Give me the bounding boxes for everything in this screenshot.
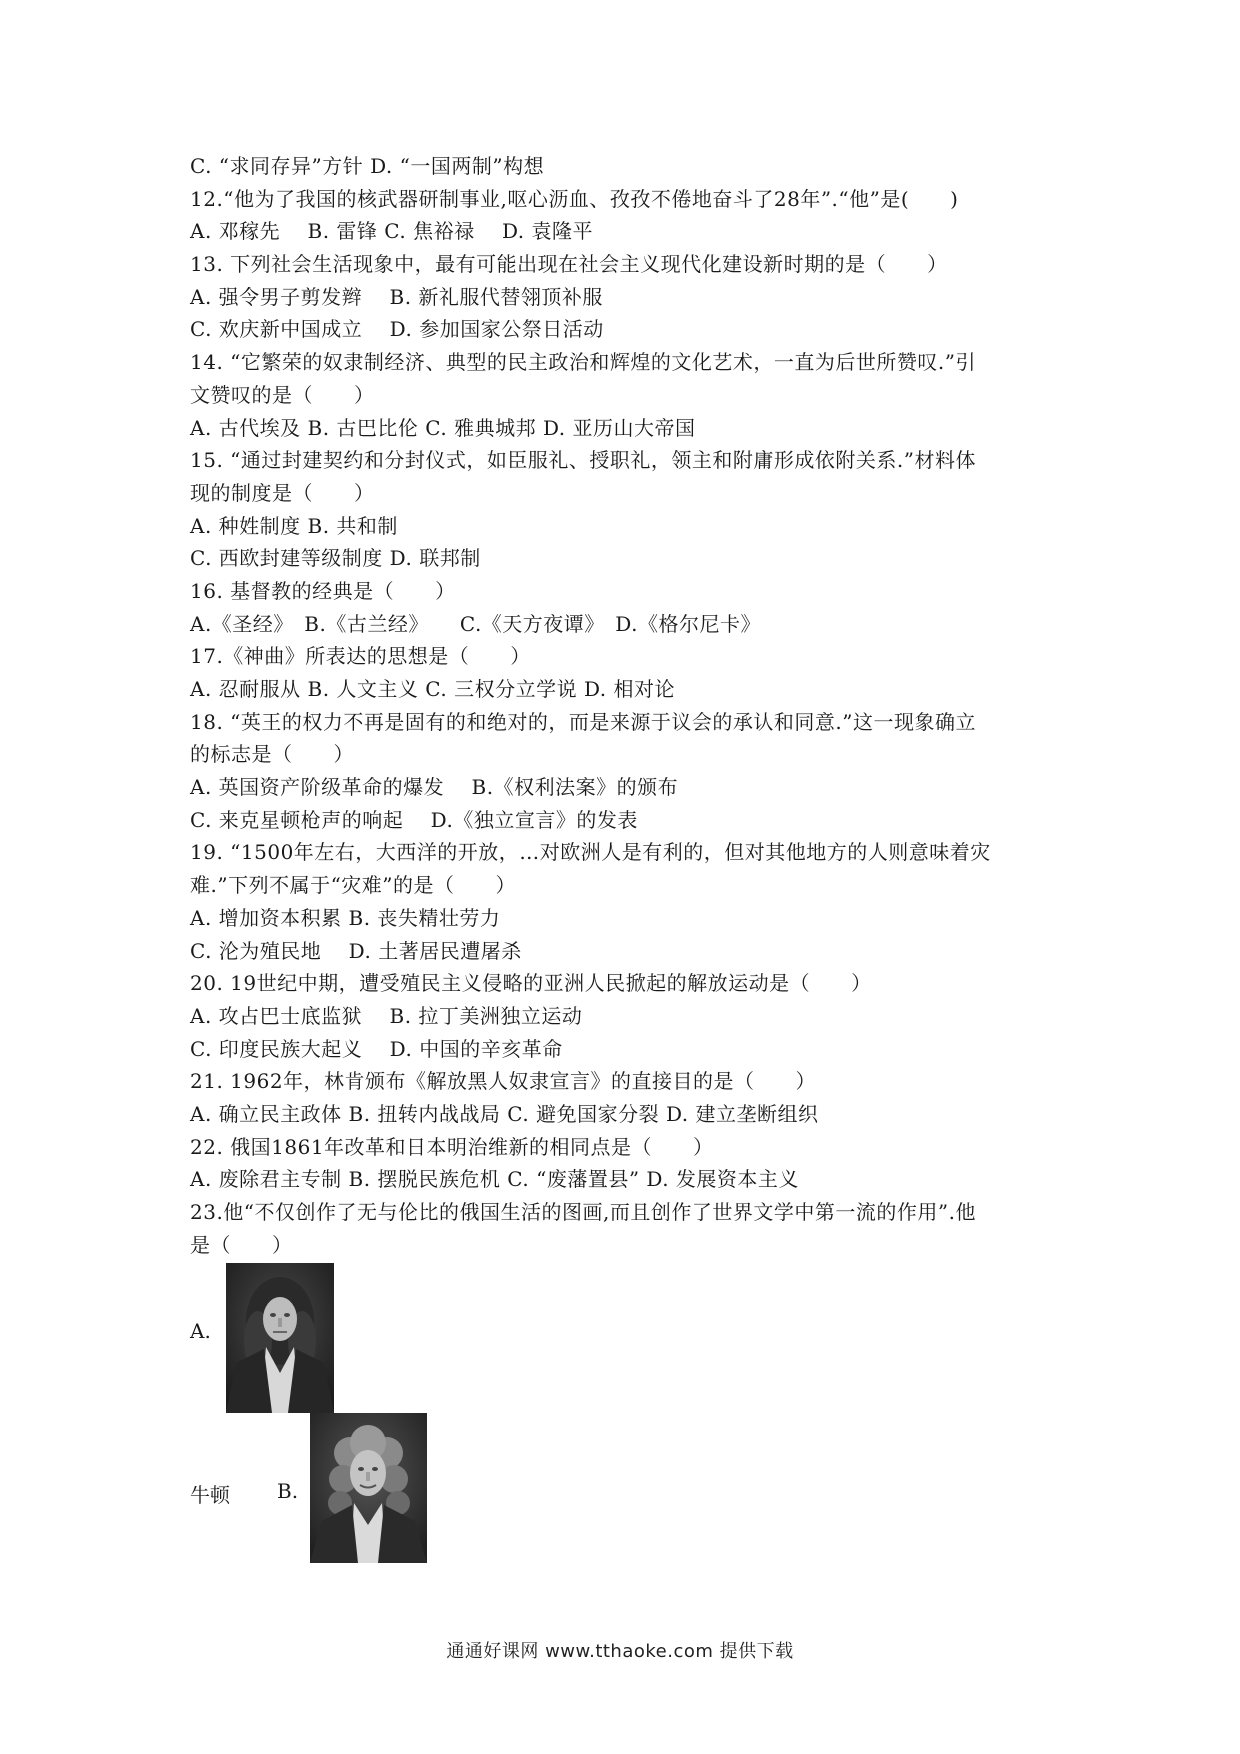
text-line: A. 增加资本积累 B. 丧失精壮劳力 (190, 905, 501, 930)
text-line: 23.他“不仅创作了无与伦比的俄国生活的图画,而且创作了世界文学中第一流的作用”.他 (190, 1200, 976, 1224)
text-line: 难.”下列不属于“灾难”的是（ ） (190, 873, 517, 898)
text-line: 18. “英王的权力不再是固有的和绝对的，而是来源于议会的承认和同意.”这一现象确立 (190, 709, 976, 734)
text-line: 17.《神曲》所表达的思想是（ ） (190, 644, 531, 669)
text-line: 15. “通过封建契约和分封仪式，如臣服礼、授职礼，领主和附庸形成依附关系.”材料体 (190, 448, 976, 473)
text-line: A. 废除君主专制 B. 摆脱民族危机 C. “废藩置县” D. 发展资本主义 (190, 1167, 799, 1192)
question-page (190, 150, 1070, 1563)
text-line: 22. 俄国1861年改革和日本明治维新的相同点是（ ） (190, 1134, 714, 1159)
text-line: C. “求同存异”方针 D. “一国两制”构想 (190, 154, 545, 178)
text-line: C. 西欧封建等级制度 D. 联邦制 (190, 546, 481, 571)
text-line: 12.“他为了我国的核武器研制事业,呕心沥血、孜孜不倦地奋斗了28年”.“他”是( ) (190, 186, 959, 211)
text-line: A. 邓稼先 B. 雷锋 C. 焦裕禄 D. 袁隆平 (190, 219, 593, 244)
text-line: C. 来克星顿枪声的响起 D.《独立宣言》的发表 (190, 807, 638, 832)
page-footer: 通通好课网 www.tthaoke.com 提供下载 (446, 1641, 794, 1662)
option-b-label: B. (277, 1479, 299, 1504)
text-line: A. 攻占巴士底监狱 B. 拉丁美洲独立运动 (190, 1003, 583, 1028)
text-line: 13. 下列社会生活现象中，最有可能出现在社会主义现代化建设新时期的是（ ） (190, 252, 948, 277)
text-line: A. 古代埃及 B. 古巴比伦 C. 雅典城邦 D. 亚历山大帝国 (190, 415, 696, 440)
text-line: 文赞叹的是（ ） (190, 382, 375, 407)
text-line: C. 欢庆新中国成立 D. 参加国家公祭日活动 (190, 317, 604, 342)
portrait-b-image[interactable] (310, 1413, 427, 1563)
text-line: 19. “1500年左右，大西洋的开放，…对欧洲人是有利的，但对其他地方的人则意味着灾 (190, 840, 991, 865)
text-line: A. 忍耐服从 B. 人文主义 C. 三权分立学说 D. 相对论 (190, 677, 675, 701)
text-line: 是（ ） (190, 1232, 293, 1257)
option-a-label: A. (190, 1319, 211, 1344)
text-line: 14. “它繁荣的奴隶制经济、典型的民主政治和辉煌的文化艺术，一直为后世所赞叹.”引 (190, 350, 976, 375)
option-a-row (190, 1261, 1070, 1413)
text-line: A. 强令男子剪发辫 B. 新礼服代替翎顶补服 (190, 284, 603, 309)
text-line: C. 沦为殖民地 D. 土著居民遭屠杀 (190, 938, 522, 963)
option-a-caption: 牛顿 (190, 1483, 230, 1508)
text-line: 21. 1962年，林肯颁布《解放黑人奴隶宣言》的直接目的是（ ） (190, 1069, 817, 1094)
portrait-a-image[interactable] (226, 1263, 334, 1413)
text-line: 20. 19世纪中期，遭受殖民主义侵略的亚洲人民掀起的解放运动是（ ） (190, 971, 872, 996)
text-line: 的标志是（ ） (190, 742, 354, 767)
text-line: A.《圣经》 B.《古兰经》 C.《天方夜谭》 D.《格尔尼卡》 (190, 611, 761, 636)
text-line: A. 种姓制度 B. 共和制 (190, 513, 398, 538)
option-b-row (190, 1413, 1070, 1563)
text-line: C. 印度民族大起义 D. 中国的辛亥革命 (190, 1036, 563, 1061)
portrait-a-icon (226, 1263, 334, 1413)
text-line: A. 英国资产阶级革命的爆发 B.《权利法案》的颁布 (190, 775, 679, 800)
portrait-b-icon (310, 1413, 427, 1563)
text-line: 16. 基督教的经典是（ ） (190, 578, 456, 603)
text-line: 现的制度是（ ） (190, 480, 375, 505)
text-line: A. 确立民主政体 B. 扭转内战战局 C. 避免国家分裂 D. 建立垄断组织 (190, 1101, 819, 1126)
question-text-block (190, 150, 1070, 1261)
